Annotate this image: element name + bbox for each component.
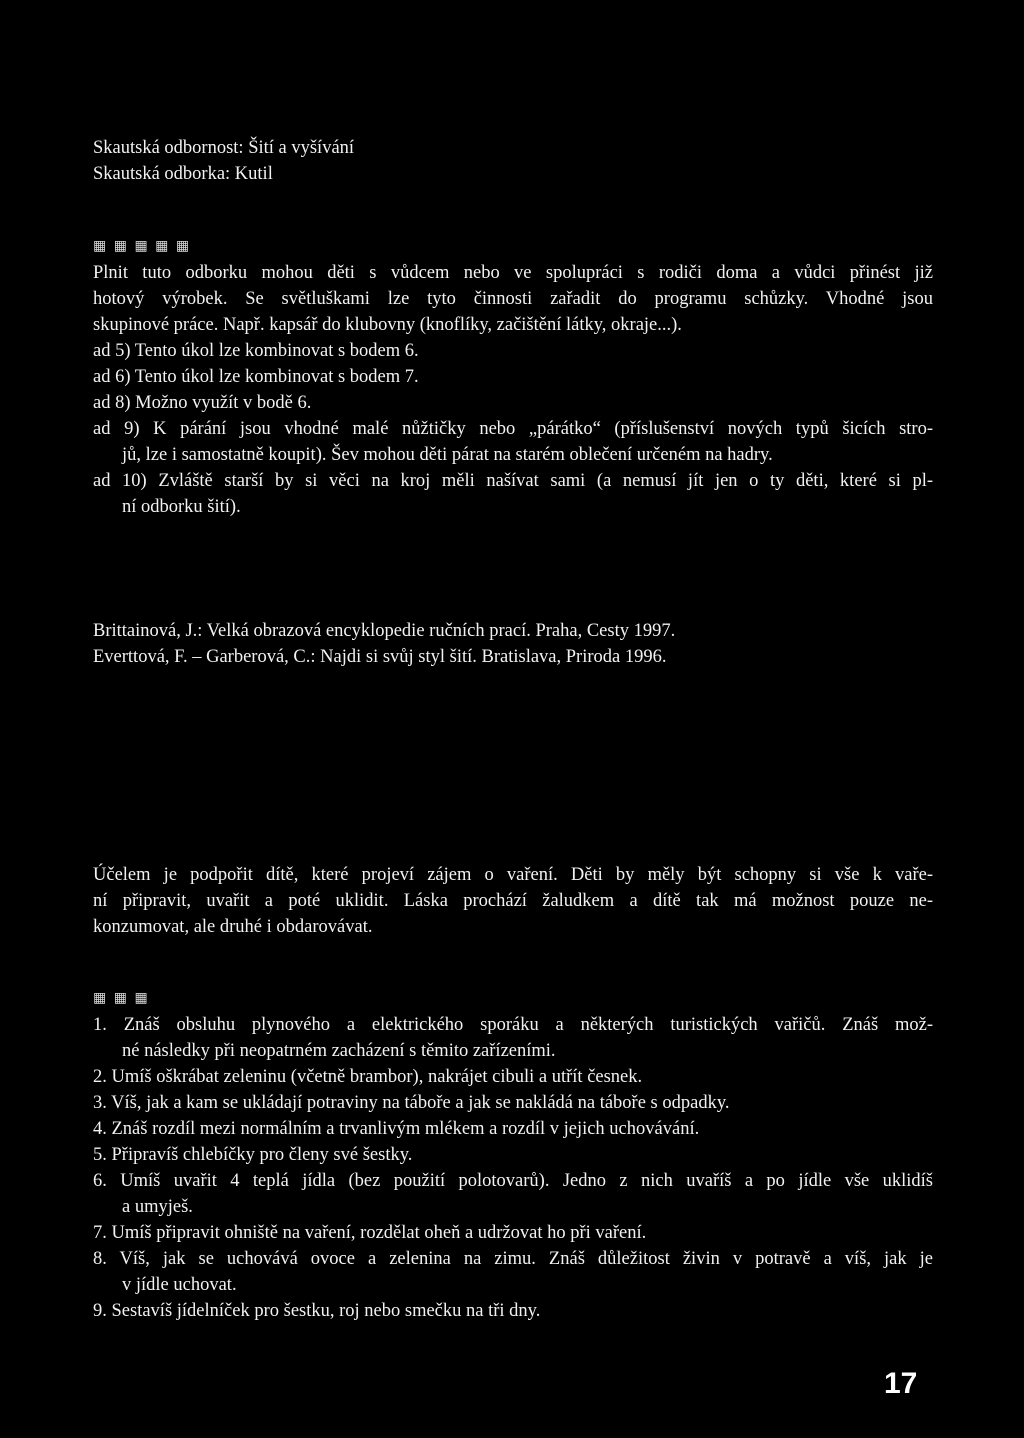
purpose-paragraph	[93, 862, 933, 940]
reference-item: Brittainová, J.: Velká obrazová encyklopedie ručních prací. Praha, Cesty 1997.	[93, 621, 676, 641]
header-badge-title: Skautská odborka: Kutil	[93, 164, 273, 184]
task-item-9: 9. Sestavíš jídelníček pro šestku, roj nebo smečku na tři dny.	[93, 1301, 541, 1321]
note-ad-10-line: ad 10) Zvláště starší by si věci na kroj měli našívat sami (a nemusí jít jen o ty děti, které si pl-	[93, 471, 933, 491]
note-ad-10-line: ní odborku šití).	[122, 497, 241, 517]
task-item-4: 4. Znáš rozdíl mezi normálním a trvanlivým mlékem a rozdíl v jejich uchovávání.	[93, 1119, 700, 1139]
task-item-8-line: 8. Víš, jak se uchovává ovoce a zelenina na zimu. Znáš důležitost živin v potravě a víš, jak je	[93, 1249, 933, 1269]
task-item-6-line: a umyješ.	[122, 1197, 193, 1217]
reference-item: Everttová, F. – Garberová, C.: Najdi si svůj styl šití. Bratislava, Priroda 1996.	[93, 647, 667, 667]
note-ad-8: ad 8) Možno využít v bodě 6.	[93, 393, 312, 413]
note-ad-9-line: jů, lze i samostatně koupit). Šev mohou děti párat na starém oblečení určeném na hadry.	[122, 445, 773, 465]
purpose-line: konzumovat, ale druhé i obdarovávat.	[93, 917, 373, 937]
notes-intro-line: Plnit tuto odborku mohou děti s vůdcem nebo ve spolupráci s rodiči doma a vůdci přinést již	[93, 263, 933, 283]
page-number: 17	[884, 1367, 918, 1400]
note-ad-5: ad 5) Tento úkol lze kombinovat s bodem 6.	[93, 341, 419, 361]
purpose-line: Účelem je podpořit dítě, které projeví zájem o vaření. Děti by měly být schopny si vše k vaře-	[93, 865, 933, 885]
task-item-3: 3. Víš, jak a kam se ukládají potraviny na táboře a jak se nakládá na táboře s odpadky.	[93, 1093, 730, 1113]
references-list	[93, 618, 933, 670]
task-item-1-line: 1. Znáš obsluhu plynového a elektrického sporáku a některých turistických vařičů. Znáš mož-	[93, 1015, 933, 1035]
tasks-list	[93, 986, 933, 1324]
notes-intro-line: skupinové práce. Např. kapsář do klubovny (knoflíky, začištění látky, okraje...).	[93, 315, 682, 335]
purpose-line: ní připravit, uvařit a poté uklidit. Láska prochází žaludkem a dítě tak má možnost pouze ne-	[93, 891, 933, 911]
notes-heading-glyphs: ▦ ▦ ▦ ▦ ▦	[93, 239, 192, 254]
task-item-5: 5. Připravíš chlebíčky pro členy své šestky.	[93, 1145, 413, 1165]
page-header	[93, 135, 933, 187]
task-item-8-line: v jídle uchovat.	[122, 1275, 237, 1295]
methodology-notes	[93, 234, 933, 520]
task-item-2: 2. Umíš oškrábat zeleninu (včetně brambor), nakrájet cibuli a utřít česnek.	[93, 1067, 643, 1087]
task-item-6-line: 6. Umíš uvařit 4 teplá jídla (bez použití polotovarů). Jedno z nich uvaříš a po jídle vše uklidíš	[93, 1171, 933, 1191]
note-ad-6: ad 6) Tento úkol lze kombinovat s bodem 7.	[93, 367, 419, 387]
note-ad-9-line: ad 9) K párání jsou vhodné malé nůžtičky nebo „párátko“ (příslušenství nových typů šicích stro-	[93, 419, 933, 439]
task-item-1-line: né následky při neopatrném zacházení s těmito zařízeními.	[122, 1041, 556, 1061]
tasks-heading-glyphs: ▦ ▦ ▦	[93, 991, 150, 1006]
task-item-7: 7. Umíš připravit ohniště na vaření, rozdělat oheň a udržovat ho při vaření.	[93, 1223, 647, 1243]
header-skill-title: Skautská odbornost: Šití a vyšívání	[93, 138, 355, 158]
notes-intro-line: hotový výrobek. Se světluškami lze tyto činnosti zařadit do programu schůzky. Vhodné jsou	[93, 289, 933, 309]
